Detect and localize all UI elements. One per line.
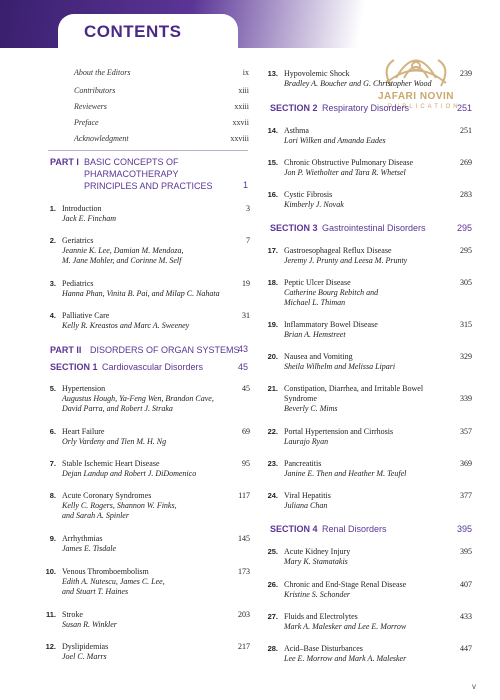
- watermark-sub: PUBLICATION: [388, 104, 461, 110]
- chapter-authors: Kristine S. Schonder: [284, 590, 350, 599]
- chapter-title: Chronic Obstructive Pulmonary Disease: [284, 158, 414, 167]
- front-label: Contributors: [74, 86, 116, 95]
- section-label: SECTION 2: [270, 103, 318, 113]
- chapter-number: 18.: [267, 278, 278, 287]
- chapter-page: 305: [460, 278, 472, 287]
- part-label: PART I: [50, 157, 79, 167]
- chapter-authors: Jack E. Fincham: [62, 214, 116, 223]
- chapter-page: 395: [460, 547, 472, 556]
- front-matter-item[interactable]: [74, 102, 249, 111]
- part-heading[interactable]: [50, 156, 79, 168]
- chapter-title: Geriatrics: [62, 236, 94, 245]
- chapter-title: Heart Failure: [62, 427, 105, 436]
- chapter-title: Venous Thromboembolism: [62, 567, 149, 576]
- chapter-title: Nausea and Vomiting: [284, 352, 353, 361]
- chapter-number: 15.: [267, 158, 278, 167]
- chapter-authors: Lee E. Morrow and Mark A. Malesker: [284, 654, 407, 663]
- chapter-authors: Beverly C. Mims: [284, 404, 338, 413]
- chapter-authors: Brian A. Hemstreet: [284, 330, 346, 339]
- divider: [48, 150, 248, 151]
- chapter-page: 95: [242, 459, 250, 468]
- chapter-authors: Hanna Phan, Vinita B. Pai, and Milap C. Nahata: [62, 289, 220, 298]
- chapter-title: Pediatrics: [62, 279, 94, 288]
- chapter-title: Stable Ischemic Heart Disease: [62, 459, 160, 468]
- chapter-title: Fluids and Electrolytes: [284, 612, 358, 621]
- chapter-authors: and Stuart T. Haines: [62, 587, 129, 596]
- section-label: SECTION 3: [270, 223, 318, 233]
- chapter-page: 251: [460, 126, 472, 135]
- chapter-page: 315: [460, 320, 472, 329]
- front-page: xxviii: [230, 134, 249, 143]
- chapter-authors: Kimberly J. Novak: [284, 200, 344, 209]
- part-label: PART II: [50, 345, 82, 355]
- chapter-authors: Laurajo Ryan: [284, 437, 329, 446]
- chapter-title: Constipation, Diarrhea, and Irritable Bowel: [284, 384, 424, 393]
- chapter-authors: Kelly R. Kreastos and Marc A. Sweeney: [62, 321, 190, 330]
- front-label: Reviewers: [74, 102, 107, 111]
- section-title: Respiratory Disorders: [322, 103, 410, 113]
- chapter-title: Cystic Fibrosis: [284, 190, 333, 199]
- chapter-number: 26.: [267, 580, 278, 589]
- section-label: SECTION 4: [270, 524, 318, 534]
- chapter-number: 6.: [49, 427, 56, 436]
- front-page: xxvii: [232, 118, 249, 127]
- part-title-line: PHARMACOTHERAPY: [84, 169, 179, 179]
- section-title: Renal Disorders: [322, 524, 387, 534]
- chapter-title: Arrhythmias: [62, 534, 103, 543]
- part-title-line: PRINCIPLES AND PRACTICES: [84, 181, 213, 191]
- chapter-title: Pancreatitis: [284, 459, 322, 468]
- chapter-number: 22.: [267, 427, 278, 436]
- chapter-page: 3: [246, 204, 250, 213]
- section-heading[interactable]: [270, 103, 318, 113]
- chapter-title: Stroke: [62, 610, 83, 619]
- front-page: ix: [242, 68, 249, 77]
- chapter-title: Hypovolemic Shock: [284, 69, 350, 78]
- chapter-page: 203: [238, 610, 250, 619]
- chapter-authors: Juliana Chan: [284, 501, 328, 510]
- chapter-authors: and Sarah A. Spinler: [62, 511, 129, 520]
- chapter-authors: Mark A. Malesker and Lee E. Morrow: [284, 622, 407, 631]
- chapter-authors: Orly Vardeny and Tien M. H. Ng: [62, 437, 167, 446]
- chapter-authors: Lori Wilken and Amanda Eades: [284, 136, 386, 145]
- front-matter-item[interactable]: [74, 86, 249, 95]
- chapter-page: 45: [242, 384, 250, 393]
- chapter-page: 339: [460, 394, 472, 403]
- section-page: 295: [456, 223, 472, 233]
- chapter-page: 377: [460, 491, 472, 500]
- chapter-title: Introduction: [62, 204, 102, 213]
- chapter-number: 11.: [45, 610, 56, 619]
- chapter-page: 117: [238, 491, 250, 500]
- chapter-number: 24.: [267, 491, 278, 500]
- part-title-line: DISORDERS OF ORGAN SYSTEMS: [90, 345, 240, 355]
- chapter-authors: David Parra, and Robert J. Straka: [62, 404, 173, 413]
- chapter-title: Portal Hypertension and Cirrhosis: [284, 427, 394, 436]
- chapter-page: 7: [246, 236, 250, 245]
- chapter-authors: Kelly C. Rogers, Shannon W. Finks,: [62, 501, 177, 510]
- chapter-number: 28.: [267, 644, 278, 653]
- chapter-number: 12.: [45, 642, 56, 651]
- chapter-authors: Janine E. Then and Heather M. Teufel: [284, 469, 407, 478]
- chapter-number: 14.: [267, 126, 278, 135]
- chapter-number: 25.: [267, 547, 278, 556]
- section-page: 395: [456, 524, 472, 534]
- chapter-page: 269: [460, 158, 472, 167]
- chapter-number: 2.: [49, 236, 56, 245]
- chapter-page: 369: [460, 459, 472, 468]
- chapter-number: 27.: [267, 612, 278, 621]
- chapter-page: 357: [460, 427, 472, 436]
- chapter-number: 19.: [267, 320, 278, 329]
- chapter-title: Viral Hepatitis: [284, 491, 331, 500]
- chapter-page: 173: [238, 567, 250, 576]
- chapter-number: 21.: [267, 384, 278, 393]
- front-page: xxiii: [234, 102, 249, 111]
- section-title: Gastrointestinal Disorders: [322, 223, 426, 233]
- chapter-authors: Joel C. Marrs: [62, 652, 107, 661]
- front-matter-item[interactable]: [74, 68, 249, 77]
- chapter-title: Palliative Care: [62, 311, 110, 320]
- section-heading[interactable]: [270, 524, 318, 534]
- chapter-title: Chronic and End-Stage Renal Disease: [284, 580, 407, 589]
- chapter-page: 407: [460, 580, 472, 589]
- chapter-number: 9.: [49, 534, 56, 543]
- chapter-number: 13.: [267, 69, 278, 78]
- chapter-title: Asthma: [284, 126, 309, 135]
- chapter-page: 295: [460, 246, 472, 255]
- chapter-number: 4.: [49, 311, 56, 320]
- chapter-page: 69: [242, 427, 250, 436]
- chapter-authors: Susan R. Winkler: [62, 620, 117, 629]
- section-heading[interactable]: [50, 362, 98, 372]
- chapter-page: 447: [460, 644, 472, 653]
- chapter-page: 283: [460, 190, 472, 199]
- front-label: Preface: [74, 118, 99, 127]
- chapter-authors: Edith A. Nutescu, James C. Lee,: [62, 577, 165, 586]
- chapter-page: 31: [242, 311, 250, 320]
- chapter-page: 19: [242, 279, 250, 288]
- section-heading[interactable]: [270, 223, 318, 233]
- section-title: Cardiovascular Disorders: [102, 362, 204, 372]
- page-number: v: [472, 682, 476, 691]
- chapter-authors: Michael L. Thiman: [284, 298, 346, 307]
- chapter-page: 329: [460, 352, 472, 361]
- section-page: 251: [456, 103, 472, 113]
- chapter-authors: Bradley A. Boucher and G. Christopher Wood: [284, 79, 432, 88]
- chapter-page: 433: [460, 612, 472, 621]
- chapter-title: Acute Kidney Injury: [284, 547, 351, 556]
- chapter-authors: Sheila Wilhelm and Melissa Lipari: [284, 362, 396, 371]
- chapter-number: 20.: [267, 352, 278, 361]
- chapter-authors: Augustus Hough, Ya-Feng Wen, Brandon Cave,: [62, 394, 214, 403]
- chapter-number: 5.: [49, 384, 56, 393]
- chapter-authors: Mary K. Stamatakis: [284, 557, 348, 566]
- chapter-title: Inflammatory Bowel Disease: [284, 320, 378, 329]
- chapter-number: 8.: [49, 491, 56, 500]
- chapter-number: 3.: [49, 279, 56, 288]
- chapter-authors: Catherine Bourg Rebitch and: [284, 288, 379, 297]
- front-matter-item[interactable]: [74, 118, 249, 127]
- chapter-authors: M. Jane Mohler, and Corinne M. Self: [62, 256, 182, 265]
- page-title: CONTENTS: [84, 22, 182, 41]
- chapter-page: 217: [238, 642, 250, 651]
- chapter-title: Hypertension: [62, 384, 106, 393]
- chapter-number: 7.: [49, 459, 56, 468]
- chapter-title: Acid–Base Disturbances: [284, 644, 363, 653]
- section-page: 45: [237, 362, 248, 372]
- part-heading[interactable]: [50, 344, 81, 356]
- part-page: 1: [242, 180, 248, 190]
- chapter-authors: Jeremy J. Prunty and Leesa M. Prunty: [284, 256, 408, 265]
- chapter-authors: Jon P. Wietholter and Tara R. Whetsel: [284, 168, 406, 177]
- chapter-title: Peptic Ulcer Disease: [284, 278, 351, 287]
- front-label: Acknowledgment: [74, 134, 129, 143]
- part-title-line: BASIC CONCEPTS OF: [84, 157, 179, 167]
- chapter-number: 17.: [267, 246, 278, 255]
- chapter-title: Syndrome: [284, 394, 317, 403]
- section-label: SECTION 1: [50, 362, 98, 372]
- chapter-number: 23.: [267, 459, 278, 468]
- chapter-authors: Jeannie K. Lee, Damian M. Mendoza,: [62, 246, 184, 255]
- watermark-name: JAFARI NOVIN: [378, 91, 455, 102]
- front-matter-item[interactable]: [74, 134, 249, 143]
- chapter-title: Dyslipidemias: [62, 642, 109, 651]
- front-page: xiii: [238, 86, 249, 95]
- front-label: About the Editors: [74, 68, 131, 77]
- chapter-title: Gastroesophageal Reflux Disease: [284, 246, 392, 255]
- chapter-authors: James E. Tisdale: [62, 544, 116, 553]
- chapter-number: 1.: [49, 204, 56, 213]
- chapter-number: 10.: [45, 567, 56, 576]
- chapter-number: 16.: [267, 190, 278, 199]
- part-page: 43: [237, 344, 248, 354]
- chapter-page: 239: [460, 69, 472, 78]
- chapter-authors: Dejan Landup and Robert J. DiDomenico: [62, 469, 197, 478]
- chapter-page: 145: [238, 534, 250, 543]
- chapter-title: Acute Coronary Syndromes: [62, 491, 152, 500]
